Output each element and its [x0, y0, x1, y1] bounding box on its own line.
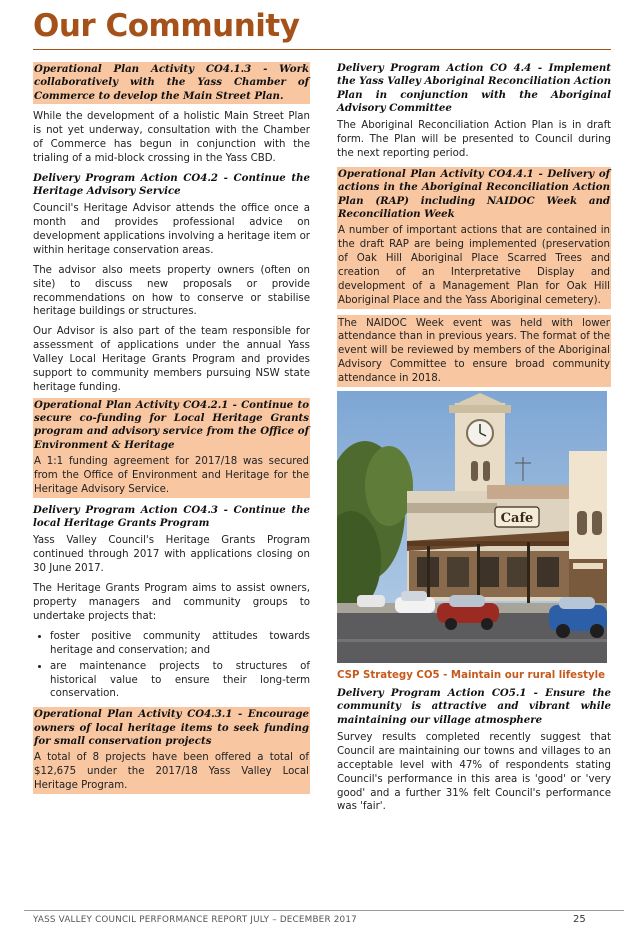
dp-co42-paragraph: Council's Heritage Advisor attends the office once a month and provides professional advice on development applications involving a heritage item or within heritage conservation areas.: [33, 203, 310, 256]
list-item: • are maintenance projects to structures of historical value to ensure their long-term conservation.: [50, 660, 310, 702]
street-scene-illustration: [337, 391, 607, 663]
op-co431-heading: Operational Plan Activity CO4.3.1 - Encourage owners of local heritage items to seek funding for small conservation projects: [33, 707, 310, 749]
dp-co43-paragraph: The Heritage Grants Program aims to assist owners, property managers and community groups to undertake projects that:: [33, 583, 310, 622]
dp-co51-body: Survey results completed recently suggest that Council are maintaining our towns and villages to an acceptable level with 47% of respondents stating Council's performance in this area is 'good' or 'very good' and a further 31% felt Council's performance was 'fair'.: [337, 731, 611, 813]
footer-divider: [24, 910, 624, 911]
op-co431-body: A total of 8 projects have been offered a total of $12,675 under the 2017/18 Yass Valley Local Heritage Program.: [33, 749, 310, 794]
dp-co51-heading: Delivery Program Action CO5.1 - Ensure the community is attractive and vibrant while maintaining our village atmosphere: [337, 687, 611, 726]
list-item: • foster positive community attitudes towards heritage and conservation; and: [50, 630, 310, 658]
dp-co42-paragraph: The advisor also meets property owners (often on site) to discuss new proposals or provide recommendations on how to conserve or stabilise heritage buildings or structures.: [33, 264, 310, 318]
yass-main-street-photo: [337, 391, 607, 663]
footer-report-title: YASS VALLEY COUNCIL PERFORMANCE REPORT JULY – DECEMBER 2017: [33, 915, 357, 925]
dp-co42-paragraph: Our Advisor is also part of the team responsible for assessment of applications under the annual Yass Valley Local Heritage Grants Program and provides support to community members pursuing NSW state heritage funding.: [33, 326, 310, 393]
op-co421-body: A 1:1 funding agreement for 2017/18 was secured from the Office of Environment and Heritage for the Heritage Advisory Service.: [33, 453, 310, 498]
right-column: [337, 62, 611, 820]
left-column: [33, 62, 310, 794]
dp-co43-paragraph: Yass Valley Council's Heritage Grants Program continued through 2017 with applications closing on 30 June 2017.: [33, 535, 310, 575]
dp-co43-heading: Delivery Program Action CO4.3 - Continue the local Heritage Grants Program: [33, 503, 310, 530]
page-number: 25: [573, 914, 586, 925]
page-title: Our Community: [33, 8, 300, 44]
op-co441-paragraph: A number of important actions that are contained in the draft RAP are being implemented (preservation of Oak Hill Aboriginal Place Scarred Trees and creation of an Interpretative Display and development of a Management Plan for Oak Hill Aboriginal Place and the Yass Aboriginal cemetery).: [337, 222, 611, 308]
csp-co5-heading: CSP Strategy CO5 - Maintain our rural lifestyle: [337, 670, 606, 682]
op-co441-paragraph: The NAIDOC Week event was held with lower attendance than in previous years. The format of the event will be reviewed by members of the Aboriginal Advisory Committee to ensure broad community attendance in 2018.: [337, 315, 611, 388]
title-divider: [33, 49, 611, 50]
cafe-sign-text: Cafe: [500, 511, 534, 527]
dp-co42-heading: Delivery Program Action CO4.2 - Continue the Heritage Advisory Service: [33, 171, 310, 197]
op-co413-body: While the development of a holistic Main Street Plan is not yet underway, consultation with the Chamber of Commerce has begun in conjunction with the trialing of a mid-block crossing in the Yass CBD.: [33, 110, 310, 164]
dp-co43-bullet-list: [33, 630, 310, 702]
dp-co44-heading: Delivery Program Action CO 4.4 - Implement the Yass Valley Aboriginal Reconciliation Action Plan in conjunction with the Aboriginal Advisory Committee: [337, 62, 611, 114]
op-co413-heading: Operational Plan Activity CO4.1.3 - Work collaboratively with the Yass Chamber of Commerce to develop the Main Street Plan.: [33, 62, 310, 104]
op-co441-heading: Operational Plan Activity CO4.4.1 - Delivery of actions in the Aboriginal Reconciliation Action Plan (RAP) including NAIDOC Week and Reconciliation Week: [337, 167, 611, 222]
dp-co44-body: The Aboriginal Reconciliation Action Plan is in draft form. The Plan will be presented to Council during the next reporting period.: [337, 120, 611, 159]
op-co421-heading: Operational Plan Activity CO4.2.1 - Continue to secure co-funding for Local Heritage Grants program and advisory service from the Office of Environment & Heritage: [33, 398, 310, 453]
